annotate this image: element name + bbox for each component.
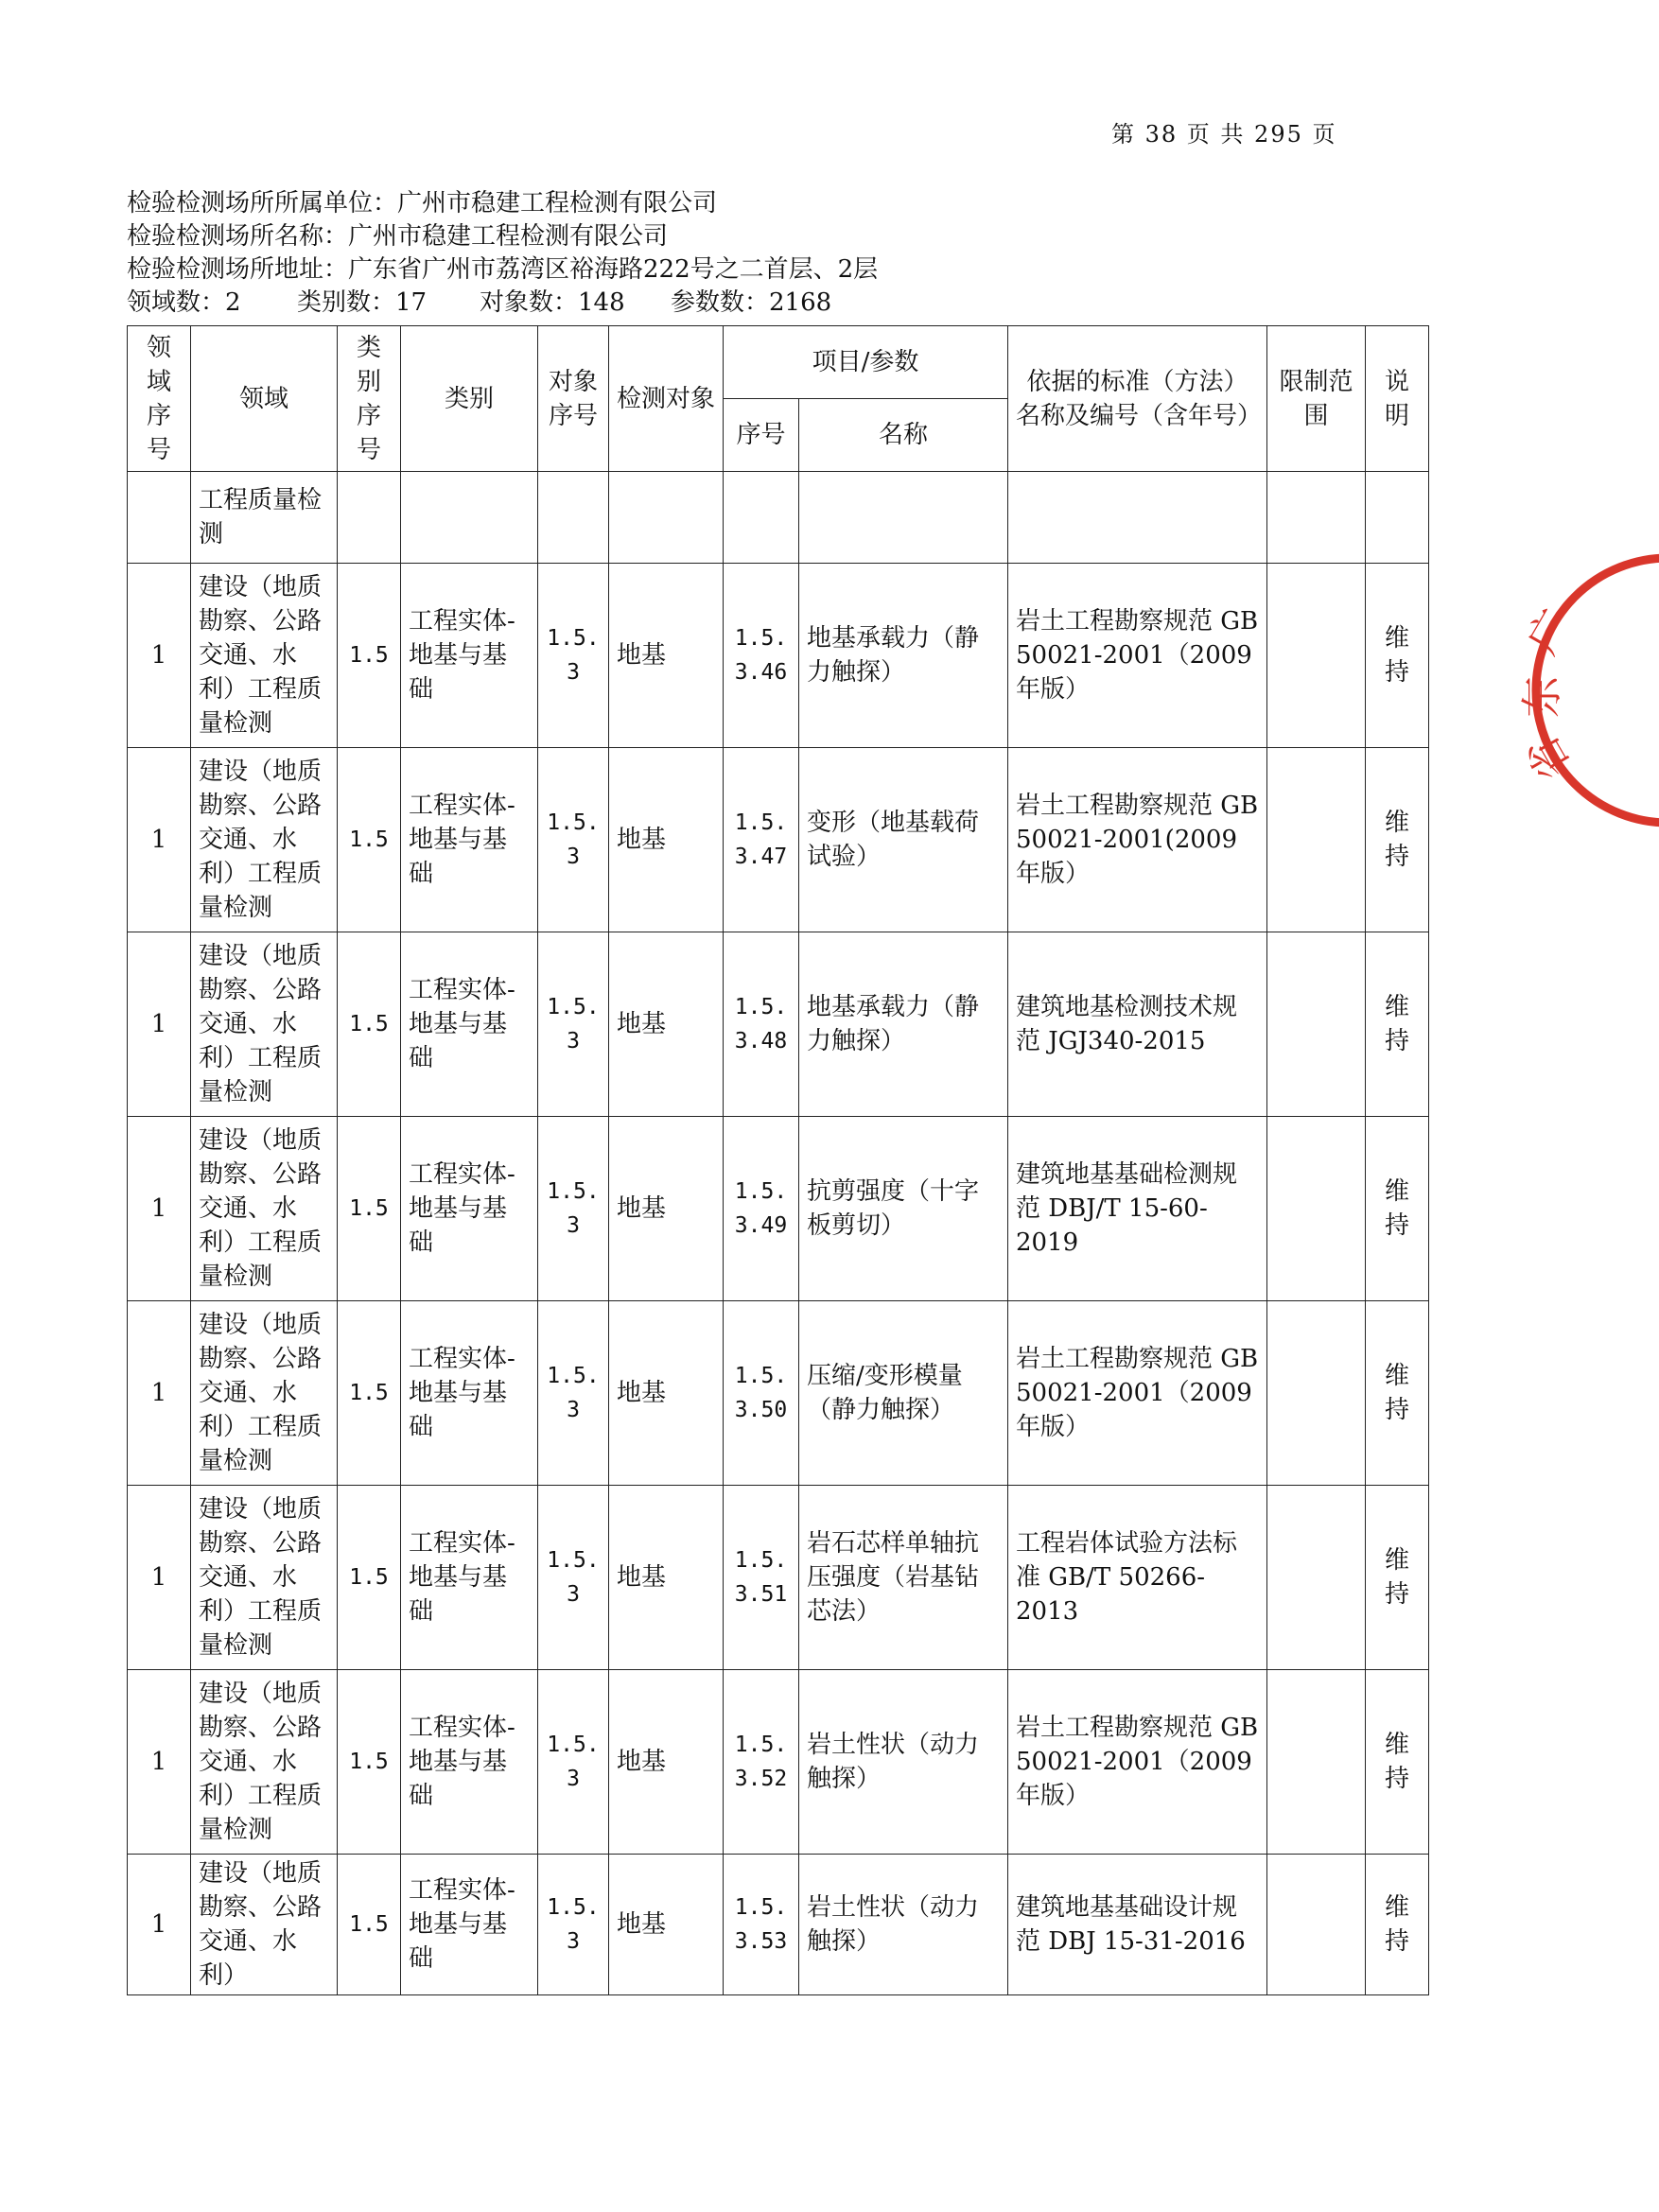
cell-category: 工程实体-地基与基础 (401, 748, 538, 932)
official-seal-stamp (1508, 549, 1659, 832)
table-cell (338, 472, 401, 564)
table-cell (1366, 472, 1429, 564)
cell-standard: 建筑地基检测技术规范 JGJ340-2015 (1008, 932, 1267, 1117)
cell-object-no: 1.5.3 (538, 748, 609, 932)
cell-domain: 建设（地质勘察、公路交通、水利） (191, 1855, 338, 1995)
cell-note: 维持 (1366, 1301, 1429, 1486)
cell-object-no: 1.5.3 (538, 1855, 609, 1995)
cell-domain-no: 1 (128, 1855, 191, 1995)
cell-item-name: 压缩/变形模量（静力触探） (799, 1301, 1008, 1486)
cell-domain-no: 1 (128, 1117, 191, 1301)
cell-standard: 岩土工程勘察规范 GB 50021-2001（2009 年版） (1008, 564, 1267, 748)
cell-item-name: 变形（地基载荷试验） (799, 748, 1008, 932)
cell-note: 维持 (1366, 1855, 1429, 1995)
cell-item-no: 1.5.3.52 (724, 1670, 799, 1855)
cell-item-name: 抗剪强度（十字板剪切） (799, 1117, 1008, 1301)
cell-domain-no: 1 (128, 748, 191, 932)
table-cell (1267, 472, 1366, 564)
cell-standard: 建筑地基基础检测规范 DBJ/T 15-60-2019 (1008, 1117, 1267, 1301)
table-row (128, 1486, 1429, 1670)
cell-category: 工程实体-地基与基础 (401, 1301, 538, 1486)
cell-domain: 建设（地质勘察、公路交通、水利）工程质量检测 (191, 564, 338, 748)
table-row (128, 1670, 1429, 1855)
cell-object: 地基 (609, 1117, 724, 1301)
category-count: 类别数：17 (297, 288, 428, 317)
object-count: 对象数：148 (480, 288, 625, 317)
table-cell (1008, 472, 1267, 564)
cell-category: 工程实体-地基与基础 (401, 1855, 538, 1995)
th-category: 类别 (401, 326, 538, 472)
cell-object-no: 1.5.3 (538, 564, 609, 748)
th-domain: 领域 (191, 326, 338, 472)
th-limit: 限制范围 (1267, 326, 1366, 472)
cell-object: 地基 (609, 932, 724, 1117)
table-row (128, 1855, 1429, 1995)
cell-domain-no: 1 (128, 932, 191, 1117)
cell-note: 维持 (1366, 1670, 1429, 1855)
table-cell (128, 472, 191, 564)
intro-row (128, 472, 1429, 564)
table-cell (609, 472, 724, 564)
cell-item-name: 岩石芯样单轴抗压强度（岩基钻芯法） (799, 1486, 1008, 1670)
cell-item-no: 1.5.3.49 (724, 1117, 799, 1301)
cell-category-no: 1.5 (338, 1301, 401, 1486)
cell-domain: 建设（地质勘察、公路交通、水利）工程质量检测 (191, 1670, 338, 1855)
th-standard: 依据的标准（方法）名称及编号（含年号） (1008, 326, 1267, 472)
cell-note: 维持 (1366, 1486, 1429, 1670)
cell-item-name: 岩土性状（动力触探） (799, 1855, 1008, 1995)
cell-standard: 工程岩体试验方法标准 GB/T 50266-2013 (1008, 1486, 1267, 1670)
table-row (128, 932, 1429, 1117)
cell-item-no: 1.5.3.48 (724, 932, 799, 1117)
table-row (128, 1117, 1429, 1301)
th-category-no: 类别序号 (338, 326, 401, 472)
cell-limit (1267, 932, 1366, 1117)
table-row (128, 748, 1429, 932)
cell-object-no: 1.5.3 (538, 1486, 609, 1670)
table-cell (724, 472, 799, 564)
table-cell (538, 472, 609, 564)
cell-category-no: 1.5 (338, 1117, 401, 1301)
cell-item-no: 1.5.3.51 (724, 1486, 799, 1670)
cell-note: 维持 (1366, 1117, 1429, 1301)
cell-object: 地基 (609, 1670, 724, 1855)
cell-category-no: 1.5 (338, 1670, 401, 1855)
cell-category-no: 1.5 (338, 748, 401, 932)
cell-object: 地基 (609, 564, 724, 748)
cell-domain-no: 1 (128, 564, 191, 748)
cell-category-no: 1.5 (338, 932, 401, 1117)
cell-domain-no: 1 (128, 1301, 191, 1486)
cell-domain: 建设（地质勘察、公路交通、水利）工程质量检测 (191, 1117, 338, 1301)
cell-object-no: 1.5.3 (538, 1117, 609, 1301)
param-count: 参数数：2168 (671, 288, 832, 317)
cell-note: 维持 (1366, 564, 1429, 748)
cell-category: 工程实体-地基与基础 (401, 932, 538, 1117)
th-object: 检测对象 (609, 326, 724, 472)
scope-table (127, 325, 1429, 1995)
intro-domain-cell: 工程质量检测 (191, 472, 338, 564)
cell-item-no: 1.5.3.53 (724, 1855, 799, 1995)
seal-glyph-3: 省 (1518, 726, 1581, 788)
cell-domain: 建设（地质勘察、公路交通、水利）工程质量检测 (191, 932, 338, 1117)
cell-limit (1267, 1117, 1366, 1301)
cell-standard: 岩土工程勘察规范 GB 50021-2001（2009 年版） (1008, 1670, 1267, 1855)
cell-note: 维持 (1366, 932, 1429, 1117)
cell-domain: 建设（地质勘察、公路交通、水利）工程质量检测 (191, 1301, 338, 1486)
th-note: 说明 (1366, 326, 1429, 472)
table-row (128, 1301, 1429, 1486)
cell-limit (1267, 1301, 1366, 1486)
cell-category: 工程实体-地基与基础 (401, 1117, 538, 1301)
cell-object-no: 1.5.3 (538, 1301, 609, 1486)
cell-category: 工程实体-地基与基础 (401, 1486, 538, 1670)
cell-limit (1267, 1855, 1366, 1995)
cell-item-no: 1.5.3.46 (724, 564, 799, 748)
header-row (128, 326, 1429, 399)
cell-item-no: 1.5.3.50 (724, 1301, 799, 1486)
cell-object: 地基 (609, 748, 724, 932)
cell-category: 工程实体-地基与基础 (401, 1670, 538, 1855)
address-line: 检验检测场所地址：广东省广州市荔湾区裕海路222号之二首层、2层 (127, 255, 879, 284)
th-item-name: 名称 (799, 399, 1008, 472)
cell-note: 维持 (1366, 748, 1429, 932)
domain-count: 领域数：2 (127, 288, 241, 317)
cell-standard: 岩土工程勘察规范 GB 50021-2001(2009 年版） (1008, 748, 1267, 932)
table-cell (401, 472, 538, 564)
cell-domain-no: 1 (128, 1486, 191, 1670)
seal-glyph-2: 东 (1518, 676, 1566, 718)
cell-domain: 建设（地质勘察、公路交通、水利）工程质量检测 (191, 1486, 338, 1670)
cell-category-no: 1.5 (338, 564, 401, 748)
page-number: 第 38 页 共 295 页 (1111, 121, 1337, 148)
cell-limit (1267, 748, 1366, 932)
cell-limit (1267, 564, 1366, 748)
name-line: 检验检测场所名称：广州市稳建工程检测有限公司 (127, 222, 669, 251)
cell-object: 地基 (609, 1486, 724, 1670)
cell-limit (1267, 1670, 1366, 1855)
cell-category-no: 1.5 (338, 1486, 401, 1670)
th-item-param: 项目/参数 (724, 326, 1008, 399)
seal-glyph-1: 广 (1518, 601, 1581, 663)
cell-standard: 岩土工程勘察规范 GB 50021-2001（2009 年版） (1008, 1301, 1267, 1486)
th-domain-no: 领域序号 (128, 326, 191, 472)
cell-domain-no: 1 (128, 1670, 191, 1855)
counts-line (127, 287, 878, 320)
cell-object-no: 1.5.3 (538, 1670, 609, 1855)
table-cell (799, 472, 1008, 564)
header-block (127, 187, 878, 320)
cell-object: 地基 (609, 1855, 724, 1995)
cell-item-name: 地基承载力（静力触探） (799, 564, 1008, 748)
cell-category-no: 1.5 (338, 1855, 401, 1995)
th-item-no: 序号 (724, 399, 799, 472)
cell-domain: 建设（地质勘察、公路交通、水利）工程质量检测 (191, 748, 338, 932)
th-object-no: 对象序号 (538, 326, 609, 472)
cell-item-name: 岩土性状（动力触探） (799, 1670, 1008, 1855)
cell-object-no: 1.5.3 (538, 932, 609, 1117)
cell-standard: 建筑地基基础设计规范 DBJ 15-31-2016 (1008, 1855, 1267, 1995)
cell-limit (1267, 1486, 1366, 1670)
table-row (128, 564, 1429, 748)
cell-item-name: 地基承载力（静力触探） (799, 932, 1008, 1117)
unit-line: 检验检测场所所属单位：广州市稳建工程检测有限公司 (127, 189, 718, 218)
cell-item-no: 1.5.3.47 (724, 748, 799, 932)
cell-object: 地基 (609, 1301, 724, 1486)
cell-category: 工程实体-地基与基础 (401, 564, 538, 748)
